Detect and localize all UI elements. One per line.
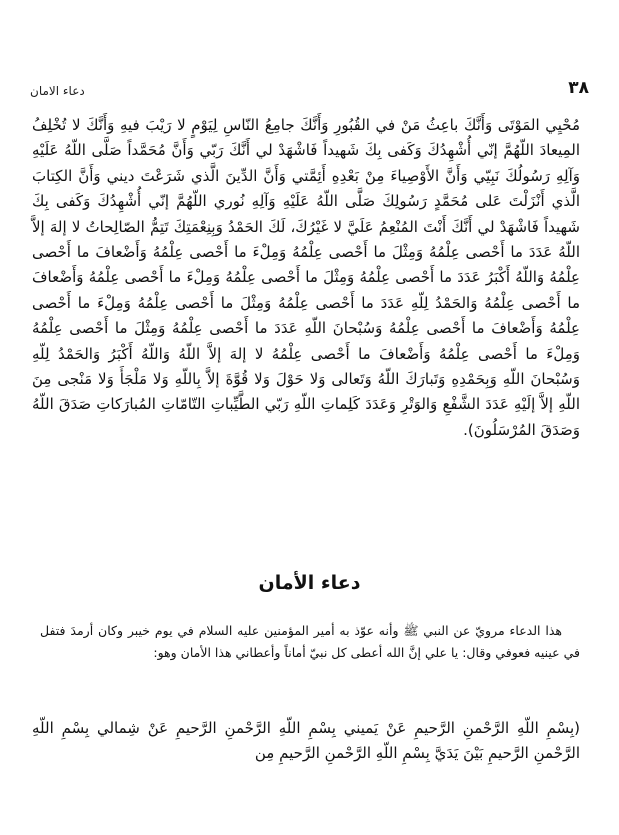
dua-paragraph: (بِسْمِ اللّهِ الرَّحْمنِ الرَّحيمِ عَنْ يَميني بِسْمِ اللّهِ الرَّحْمنِ الرَّحيمِ عَنْ شِمالي بِسْمِ اللّهِ الرَّحْمنِ الرَّحيمِ بَيْنَ يَدَيَّ بِسْمِ اللّهِ الرَّحْمنِ الرَّحيمِ مِن xyxy=(32,719,580,762)
section-title: دعاء الأمان xyxy=(258,572,361,594)
page-header xyxy=(30,72,589,98)
intro-paragraph: هذا الدعاء مرويّ عن النبي ﷺ وأنه عوّذ به أمير المؤمنين عليه السلام في يوم خيبر وكان أرمدَ فتفل في عينيه فعوفي وقال: يا علي إنَّ الله أعطى كل نبيّ أماناً وأعطاني هذا الأمان وهو: xyxy=(40,623,580,660)
body-paragraph: مُحْيِي المَوْتَى وَأَنَّكَ باعِثُ مَنْ في القُبُورِ وَأَنَّكَ جامِعُ النّاسِ لِيَوْمٍ لا رَيْبَ فيهِ وَأَنَّكَ لا تُخْلِفُ المِيعادَ اللّهُمَّ إنّي أُشْهِدُكَ وَكَفى بِكَ شَهيداً فَاشْهَدْ لي أَنَّكَ رَبّي وَأَنَّ مُحَمَّداً صَلَّى اللّهُ عَلَيْهِ وَآلِهِ رَسُولُكَ نَبِيّي وَأَنَّ الأَوْصِياءَ مِنْ بَعْدِهِ أَئِمَّتي وَأَنَّ الدِّينَ الَّذي شَرَعْتَ ديني وَأَنَّ الكِتابَ الَّذي أَنْزَلْتَ عَلى مُحَمَّدٍ رَسُولِكَ صَلَّى اللّهُ عَلَيْهِ وَآلِهِ نُوري اللّهُمَّ إنّي أُشْهِدُكَ وَكَفى بِكَ شَهيداً فَاشْهَدْ لي أَنَّكَ أَنْتَ المُنْعِمُ عَلَيَّ لا غَيْرُكَ، لَكَ الحَمْدُ وَبِنِعْمَتِكَ تَتِمُّ الصّالِحاتُ لا إلهَ إلاَّ اللّهُ عَدَدَ ما أَحْصى عِلْمُهُ وَمِثْلَ ما أَحْصى عِلْمُهُ وَمِلْءَ ما أَحْصى عِلْمُهُ وَأَضْعافَ ما أَحْصى عِلْمُهُ وَاللّهُ أَكْبَرُ عَدَدَ ما أَحْصى عِلْمُهُ وَمِثْلَ ما أَحْصى عِلْمُهُ وَمِلْءَ ما أَحْصى عِلْمُهُ وَأَضْعافَ ما أَحْصى عِلْمُهُ وَالحَمْدُ لِلّهِ عَدَدَ ما أَحْصى عِلْمُهُ وَمِثْلَ ما أَحْصى عِلْمُهُ وَمِلْءَ ما أَحْصى عِلْمُهُ وَأَضْعافَ ما أَحْصى عِلْمُهُ وَسُبْحانَ اللّهِ عَدَدَ ما أَحْصى عِلْمُهُ وَمِثْلَ ما أَحْصى عِلْمُهُ وَمِلْءَ ما أَحْصى عِلْمُهُ وَأَضْعافَ ما أَحْصى عِلْمُهُ لا إلهَ إلاَّ اللّهُ وَاللّهُ أَكْبَرُ وَالحَمْدُ لِلّهِ وَسُبْحانَ اللّهِ وَبِحَمْدِهِ وَتَبارَكَ اللّهُ وَتَعالى وَلا حَوْلَ وَلا قُوَّةَ إلاَّ بِاللّهِ وَلا مَلْجَأَ وَلا مَنْجى مِنَ اللّهِ إلاَّ إلَيْهِ عَدَدَ الشَّفْعِ وَالوَتْرِ وَعَدَدَ كَلِماتِ اللّهِ رَبّي الطَّيِّباتِ التّامّاتِ المُبارَكاتِ صَدَقَ اللّهُ وَصَدَقَ المُرْسَلُونَ). xyxy=(32,116,580,439)
running-title: دعاء الامان xyxy=(30,84,85,98)
page-number: ٣٨ xyxy=(568,78,589,98)
